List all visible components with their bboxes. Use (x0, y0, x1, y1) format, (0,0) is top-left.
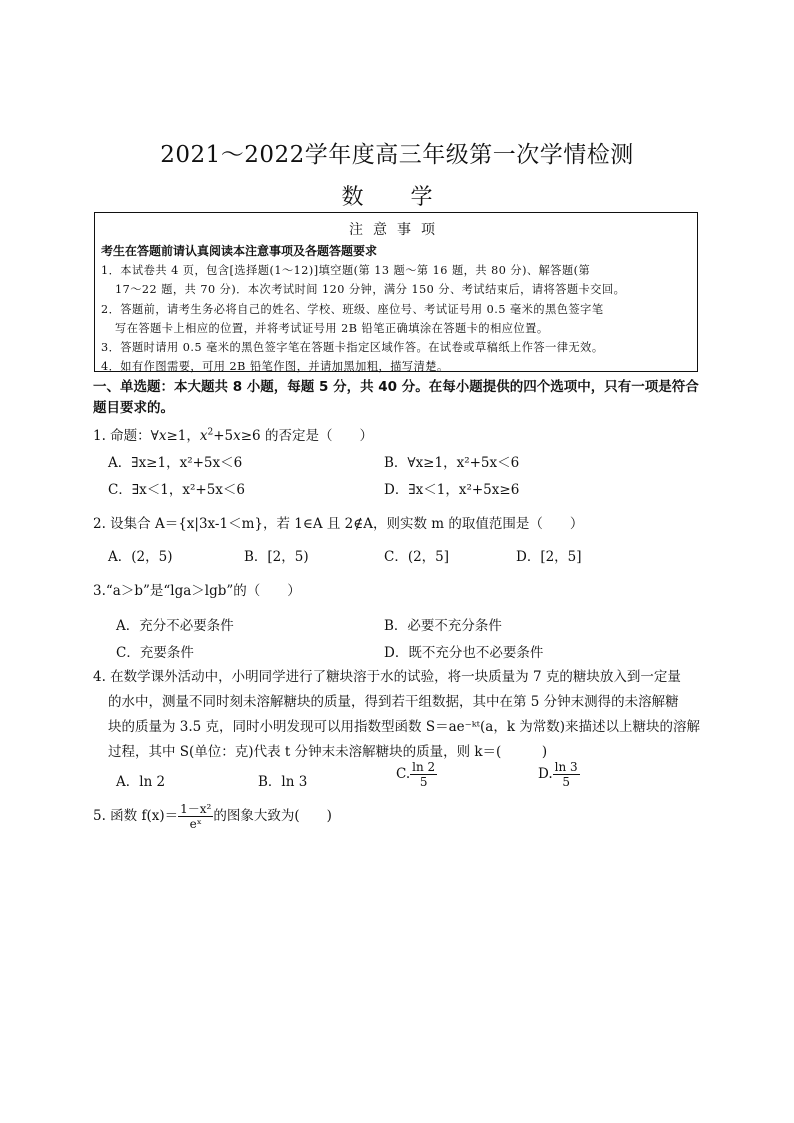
question-3-option-a: A．充分不必要条件 (116, 618, 234, 634)
notice-line: 3．答题时请用 0.5 毫米的黑色签字笔在答题卡指定区域作答。在试卷或草稿纸上作答一律无效。 (101, 341, 604, 354)
notice-line: 写在答题卡上相应的位置，并将考试证号用 2B 铅笔正确填涂在答题卡的相应位置。 (115, 322, 549, 335)
question-2-option-a: A．(2，5) (108, 549, 173, 565)
notice-box (94, 212, 698, 372)
question-5-stem: 5. 函数 f(x)＝ $\frac{\text{1－x²}}{\text{eˣ}}$ 的图象大致为( ) (93, 802, 332, 831)
notice-intro: 考生在答题前请认真阅读本注意事项及各题答题要求 (101, 244, 378, 258)
question-4-line: 的水中，测量不同时刻未溶解糖块的质量，得到若干组数据，其中在第 5 分钟末测得的未溶解糖 (108, 694, 679, 710)
question-4-line: 4. 在数学课外活动中，小明同学进行了糖块溶于水的试验，将一块质量为 7 克的糖块放入到一定量 (93, 669, 681, 685)
notice-line: 1．本试卷共 4 页，包含[选择题(1～12)]填空题(第 13 题～第 16 题，共 80 分)、解答题(第 (101, 264, 591, 277)
question-1-option-c: C．∃x＜1，x²+5x＜6 (108, 482, 245, 498)
question-3-option-c: C．充要条件 (116, 645, 194, 661)
notice-line: 2．答题前，请考生务必将自己的姓名、学校、班级、座位号、考试证号用 0.5 毫米的黑色签字笔 (101, 303, 604, 316)
notice-line: 4．如有作图需要，可用 2B 铅笔作图，并请加黑加粗，描写清楚。 (101, 360, 449, 373)
question-2-stem: 2. 设集合 A＝{x|3x-1＜m}，若 1∈A 且 2∉A，则实数 m 的取值范围是（ ） (93, 516, 584, 532)
question-1-option-b: B．∀x≥1，x²+5x＜6 (384, 455, 520, 471)
section-heading: 一、单选题：本大题共 8 小题，每题 5 分，共 40 分。在每小题提供的四个选项中，只有一项是符合题目要求的。 (93, 379, 699, 416)
notice-title: 注意事项 (349, 222, 445, 238)
question-4-option-c: C. $\frac{\ln 2}{5}$ (396, 760, 436, 789)
question-2-option-d: D．[2，5] (516, 549, 582, 565)
subject-title: 数 学 (341, 185, 453, 210)
question-2-option-b: B．[2，5) (244, 549, 309, 565)
question-1-option-d: D．∃x＜1，x²+5x≥6 (384, 482, 520, 498)
question-4-option-d: D. $\frac{\ln 3}{5}$ (538, 760, 578, 789)
question-4-option-b: B．ln 3 (258, 774, 308, 790)
question-4-line: 块的质量为 3.5 克，同时小明发现可以用指数型函数 S＝ae⁻ᵏᵗ(a，k 为常数)来描述以上糖块的溶解 (108, 719, 701, 735)
question-3-option-b: B．必要不充分条件 (384, 618, 502, 634)
question-4-line: 过程，其中 S(单位：克)代表 t 分钟末未溶解糖块的质量，则 k＝( ) (108, 744, 548, 760)
notice-line: 17～22 题，共 70 分)．本次考试时间 120 分钟，满分 150 分、考试结束后，请将答题卡交回。 (115, 283, 626, 296)
question-4-option-a: A．ln 2 (116, 774, 166, 790)
question-3-stem: 3.“a＞b”是“lga＞lgb”的（ ） (93, 583, 301, 599)
page-title: 2021～2022学年度高三年级第一次学情检测 (160, 142, 634, 168)
question-2-option-c: C．(2，5] (384, 549, 450, 565)
question-1-option-a: A．∃x≥1，x²+5x＜6 (108, 455, 243, 471)
question-1-stem: 1. 命题：∀x≥1，$x^2+5x\ge 6$ 的否定是（ ） (93, 427, 373, 444)
question-3-option-d: D．既不充分也不必要条件 (384, 645, 544, 661)
